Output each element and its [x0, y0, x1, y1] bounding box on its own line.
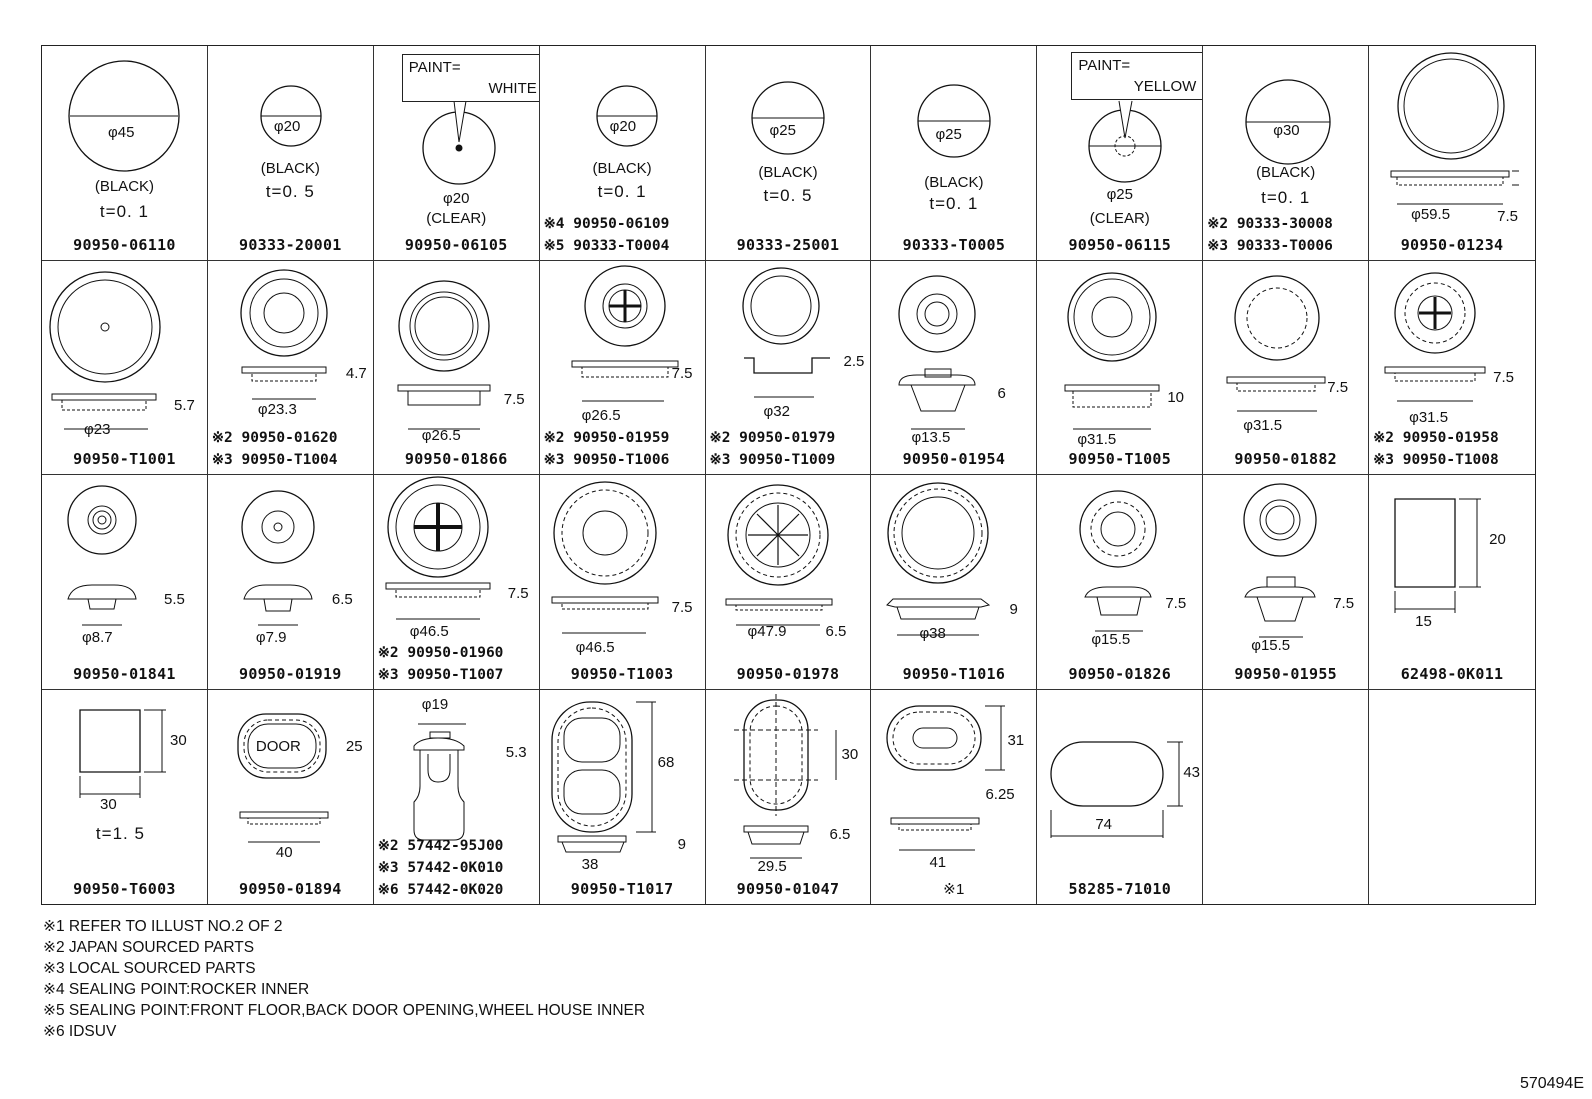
part-number: 90950-T1001 [73, 450, 176, 468]
color-label: (BLACK) [758, 164, 818, 181]
note-part-1: ※2 90950-01620 [211, 430, 338, 446]
cell-90950-T1016 [871, 475, 1037, 690]
cell-90950-01882 [1203, 261, 1369, 476]
diameter-label: φ20 [443, 190, 470, 207]
cell-90950-01047 [706, 690, 872, 905]
grommet-drawing [1203, 261, 1369, 476]
diameter-label: φ20 [609, 118, 637, 135]
grommet-drawing [540, 690, 706, 905]
cell-90950-01978 [706, 475, 872, 690]
note-part-2: ※3 90950-T1007 [377, 666, 504, 683]
diameter-label: φ31.5 [1243, 416, 1283, 434]
cell-90950-01959 [540, 261, 706, 476]
height-label: 5.3 [505, 743, 527, 761]
paint-callout [1071, 52, 1203, 100]
height-label: 7.5 [1333, 595, 1355, 612]
diameter-label: φ23.3 [257, 400, 297, 418]
grommet-drawing [208, 475, 374, 690]
grommet-drawing [42, 475, 208, 690]
width-label: 15 [1415, 613, 1432, 630]
height-label: 7.5 [671, 599, 693, 616]
cell-90950-T1001 [42, 261, 208, 476]
part-number: 90950-01866 [404, 450, 508, 468]
footnote-1: ※1 REFER TO ILLUST NO.2 OF 2 [43, 918, 283, 935]
note-part-1: ※2 57442-95J00 [377, 838, 504, 854]
height-label: 5.5 [164, 591, 185, 608]
footnote-2: ※2 JAPAN SOURCED PARTS [43, 939, 255, 956]
diameter-label: φ30 [1273, 122, 1300, 139]
color-label: (CLEAR) [426, 210, 487, 227]
part-number: 90950-01954 [902, 450, 1006, 468]
cell-90950-01958 [1369, 261, 1535, 476]
height-label: 7.5 [1165, 595, 1187, 612]
diameter-label: φ31.5 [1077, 430, 1117, 448]
diameter-label: φ25 [1106, 186, 1133, 203]
grommet-drawing [706, 475, 872, 690]
cell-90950-01954 [871, 261, 1037, 476]
diameter-label: φ25 [935, 126, 962, 143]
cell-90950-T1017 [540, 690, 706, 905]
height-label: 7.5 [503, 390, 525, 408]
part-number: 90950-01894 [239, 880, 342, 898]
height-label: 7.5 [507, 585, 529, 602]
thickness-label: t=0. 1 [99, 202, 149, 221]
paint-callout [402, 54, 540, 102]
color-label: (BLACK) [1256, 164, 1316, 181]
footnote-6: ※6 IDSUV [43, 1023, 117, 1040]
cell-90950-T1005 [1037, 261, 1203, 476]
note-part-2: ※3 90333-T0006 [1207, 237, 1333, 254]
cell-90333-25001 [706, 46, 872, 261]
length-label: 30 [841, 745, 859, 763]
diameter-label: φ13.5 [911, 428, 951, 446]
plug-drawing [208, 690, 374, 905]
part-number: 90950-01955 [1234, 664, 1337, 683]
cell-90950-01866 [374, 261, 540, 476]
height-label: 4.7 [345, 364, 367, 382]
length-label: 31 [1007, 731, 1025, 749]
height-label: 9 [677, 835, 686, 853]
height-label: 7.5 [1493, 368, 1514, 386]
height-label: 10 [1167, 388, 1185, 406]
part-number: 90950-06110 [73, 235, 176, 254]
height-label: 43 [1183, 763, 1201, 781]
part-number: 90950-T1005 [1068, 450, 1172, 468]
part-number: 90333-25001 [736, 235, 840, 254]
note-part-3: ※6 57442-0K020 [377, 882, 504, 898]
diameter-label: φ15.5 [1251, 637, 1291, 654]
note-part-2: ※3 90950-T1008 [1373, 452, 1499, 468]
diameter-label: φ45 [108, 124, 135, 141]
diameter-label: φ15.5 [1091, 631, 1131, 648]
diameter-label: φ32 [763, 402, 790, 420]
grommet-drawing [871, 475, 1037, 690]
width-label: 74 [1095, 815, 1113, 833]
tape-drawing [42, 690, 208, 905]
height-label: 6.5 [825, 623, 847, 640]
part-number: 62498-0K011 [1400, 664, 1504, 683]
cell-90333-20001 [208, 46, 374, 261]
part-number: 90950-01826 [1068, 664, 1172, 683]
cell-57442-95J00 [374, 690, 540, 905]
cell-90950-01826 [1037, 475, 1203, 690]
cell-ref-note-1 [871, 690, 1037, 905]
part-number: 90950-06105 [404, 235, 508, 254]
height-label: 30 [170, 731, 187, 749]
grommet-drawing [42, 261, 208, 476]
cell-90333-30008 [1203, 46, 1369, 261]
reference-mark: ※1 [943, 881, 965, 898]
note-part-2: ※5 90333-T0004 [543, 237, 670, 254]
diameter-label: φ7.9 [255, 629, 287, 646]
part-number: 90950-T1003 [570, 664, 674, 683]
thickness-label: t=0. 1 [929, 194, 979, 213]
cell-58285-71010 [1037, 690, 1203, 905]
part-number: 90950-01047 [736, 880, 840, 898]
height-label: 9 [1009, 601, 1018, 618]
cell-90950-01979 [706, 261, 872, 476]
part-number: 90950-01919 [239, 664, 342, 683]
note-part-1: ※2 90333-30008 [1207, 215, 1333, 232]
note-part-2: ※3 57442-0K010 [377, 860, 504, 876]
width-label: 41 [929, 853, 947, 871]
grommet-drawing [1037, 475, 1203, 690]
width-label: 38 [581, 855, 599, 873]
diameter-label: φ46.5 [575, 639, 615, 656]
plug-drawing [1369, 46, 1535, 261]
part-number: 58285-71010 [1068, 880, 1172, 898]
diameter-label: φ25 [769, 122, 796, 139]
height-label: 7.5 [671, 364, 693, 382]
plug-drawing [42, 46, 208, 261]
cell-90950-01620 [208, 261, 374, 476]
diameter-label: φ26.5 [421, 426, 461, 444]
cell-90950-01955 [1203, 475, 1369, 690]
note-part-1: ※2 90950-01960 [377, 644, 504, 661]
grommet-drawing [1037, 261, 1203, 476]
cell-90950-01841 [42, 475, 208, 690]
paint-label: PAINT= [408, 59, 461, 76]
height-label: 25 [345, 737, 363, 755]
paint-color: WHITE [488, 80, 537, 97]
footnote-5: ※5 SEALING POINT:FRONT FLOOR,BACK DOOR OPENING,WHEEL HOUSE INNER [43, 1002, 646, 1019]
color-label: (CLEAR) [1089, 210, 1150, 227]
thickness-label: t=0. 1 [597, 182, 647, 201]
color-label: (BLACK) [94, 178, 155, 195]
cell-90950-T1003 [540, 475, 706, 690]
cell-90333-T0005 [871, 46, 1037, 261]
height-label: 6.25 [985, 785, 1015, 803]
height-label: 6.5 [331, 591, 353, 608]
diameter-label: φ31.5 [1409, 408, 1449, 426]
note-part-1: ※2 90950-01979 [709, 430, 836, 446]
part-number: 90950-T1016 [902, 664, 1006, 683]
empty-cell [1369, 690, 1535, 905]
plug-drawing [871, 46, 1037, 261]
height-label: 2.5 [843, 352, 865, 370]
color-label: (BLACK) [260, 160, 320, 177]
length-label: 68 [657, 753, 675, 771]
tape-drawing [1369, 475, 1535, 690]
height-label: 20 [1489, 531, 1506, 548]
diameter-label: φ19 [421, 695, 449, 713]
height-label: 6.5 [829, 825, 851, 843]
cell-90950-06109 [540, 46, 706, 261]
diameter-label: φ20 [273, 118, 301, 135]
part-number: 90950-T1017 [570, 880, 674, 898]
grommet-drawing [706, 690, 872, 905]
door-label: DOOR [255, 737, 301, 755]
footnote-4: ※4 SEALING POINT:ROCKER INNER [43, 981, 310, 998]
color-label: (BLACK) [592, 160, 652, 177]
grommet-drawing [1203, 475, 1369, 690]
tape-drawing [1037, 690, 1203, 905]
diameter-label: φ46.5 [409, 623, 449, 640]
thickness-label: t=0. 5 [265, 182, 315, 201]
note-part-1: ※4 90950-06109 [543, 215, 670, 232]
part-number: 90950-01882 [1234, 450, 1337, 468]
diameter-label: φ23 [84, 420, 111, 438]
note-part-2: ※3 90950-T1004 [211, 452, 338, 468]
note-part-2: ※3 90950-T1009 [709, 452, 836, 468]
part-number: 90333-20001 [239, 235, 342, 254]
height-label: 7.5 [1327, 378, 1349, 396]
paint-label: PAINT= [1078, 57, 1131, 74]
note-part-2: ※3 90950-T1006 [543, 452, 670, 468]
grommet-drawing [540, 475, 706, 690]
height-label: 7.5 [1497, 208, 1518, 225]
cell-90950-06105 [374, 46, 540, 261]
empty-cell [1203, 690, 1369, 905]
cell-90950-06110 [42, 46, 208, 261]
color-label: (BLACK) [924, 174, 984, 191]
note-part-1: ※2 90950-01958 [1373, 430, 1499, 446]
footnote-3: ※3 LOCAL SOURCED PARTS [43, 960, 256, 977]
thickness-label: t=1. 5 [95, 823, 145, 843]
thickness-label: t=0. 5 [763, 186, 813, 205]
paint-color: YELLOW [1133, 78, 1197, 95]
width-label: 40 [275, 843, 293, 861]
parts-grid [41, 45, 1536, 905]
cell-90950-T6003 [42, 690, 208, 905]
cell-90950-01234 [1369, 46, 1535, 261]
part-number: 90333-T0005 [902, 235, 1006, 254]
diameter-label: φ47.9 [747, 623, 787, 640]
footnotes [43, 916, 645, 1042]
cell-90950-01919 [208, 475, 374, 690]
diameter-label: φ38 [919, 625, 946, 642]
cell-90950-01960 [374, 475, 540, 690]
part-number: 90950-01841 [73, 664, 176, 683]
part-number: 90950-01978 [736, 664, 840, 683]
part-number: 90950-T6003 [73, 880, 176, 898]
diameter-label: φ8.7 [82, 629, 113, 646]
thickness-label: t=0. 1 [1261, 188, 1311, 207]
diameter-label: φ59.5 [1411, 206, 1451, 223]
plug-drawing [706, 46, 872, 261]
plug-drawing [208, 46, 374, 261]
note-part-1: ※2 90950-01959 [543, 430, 670, 446]
height-label: 6 [997, 384, 1006, 402]
height-label: 5.7 [174, 396, 195, 414]
diameter-label: φ26.5 [581, 406, 621, 424]
part-number: 90950-01234 [1400, 235, 1504, 254]
grommet-drawing [871, 261, 1037, 476]
cell-90950-01894 [208, 690, 374, 905]
width-label: 30 [100, 795, 117, 813]
cell-90950-06115 [1037, 46, 1203, 261]
part-number: 90950-06115 [1068, 235, 1172, 254]
cell-62498-0K011 [1369, 475, 1535, 690]
drawing-number: 570494E [1519, 1075, 1584, 1092]
width-label: 29.5 [757, 857, 787, 875]
